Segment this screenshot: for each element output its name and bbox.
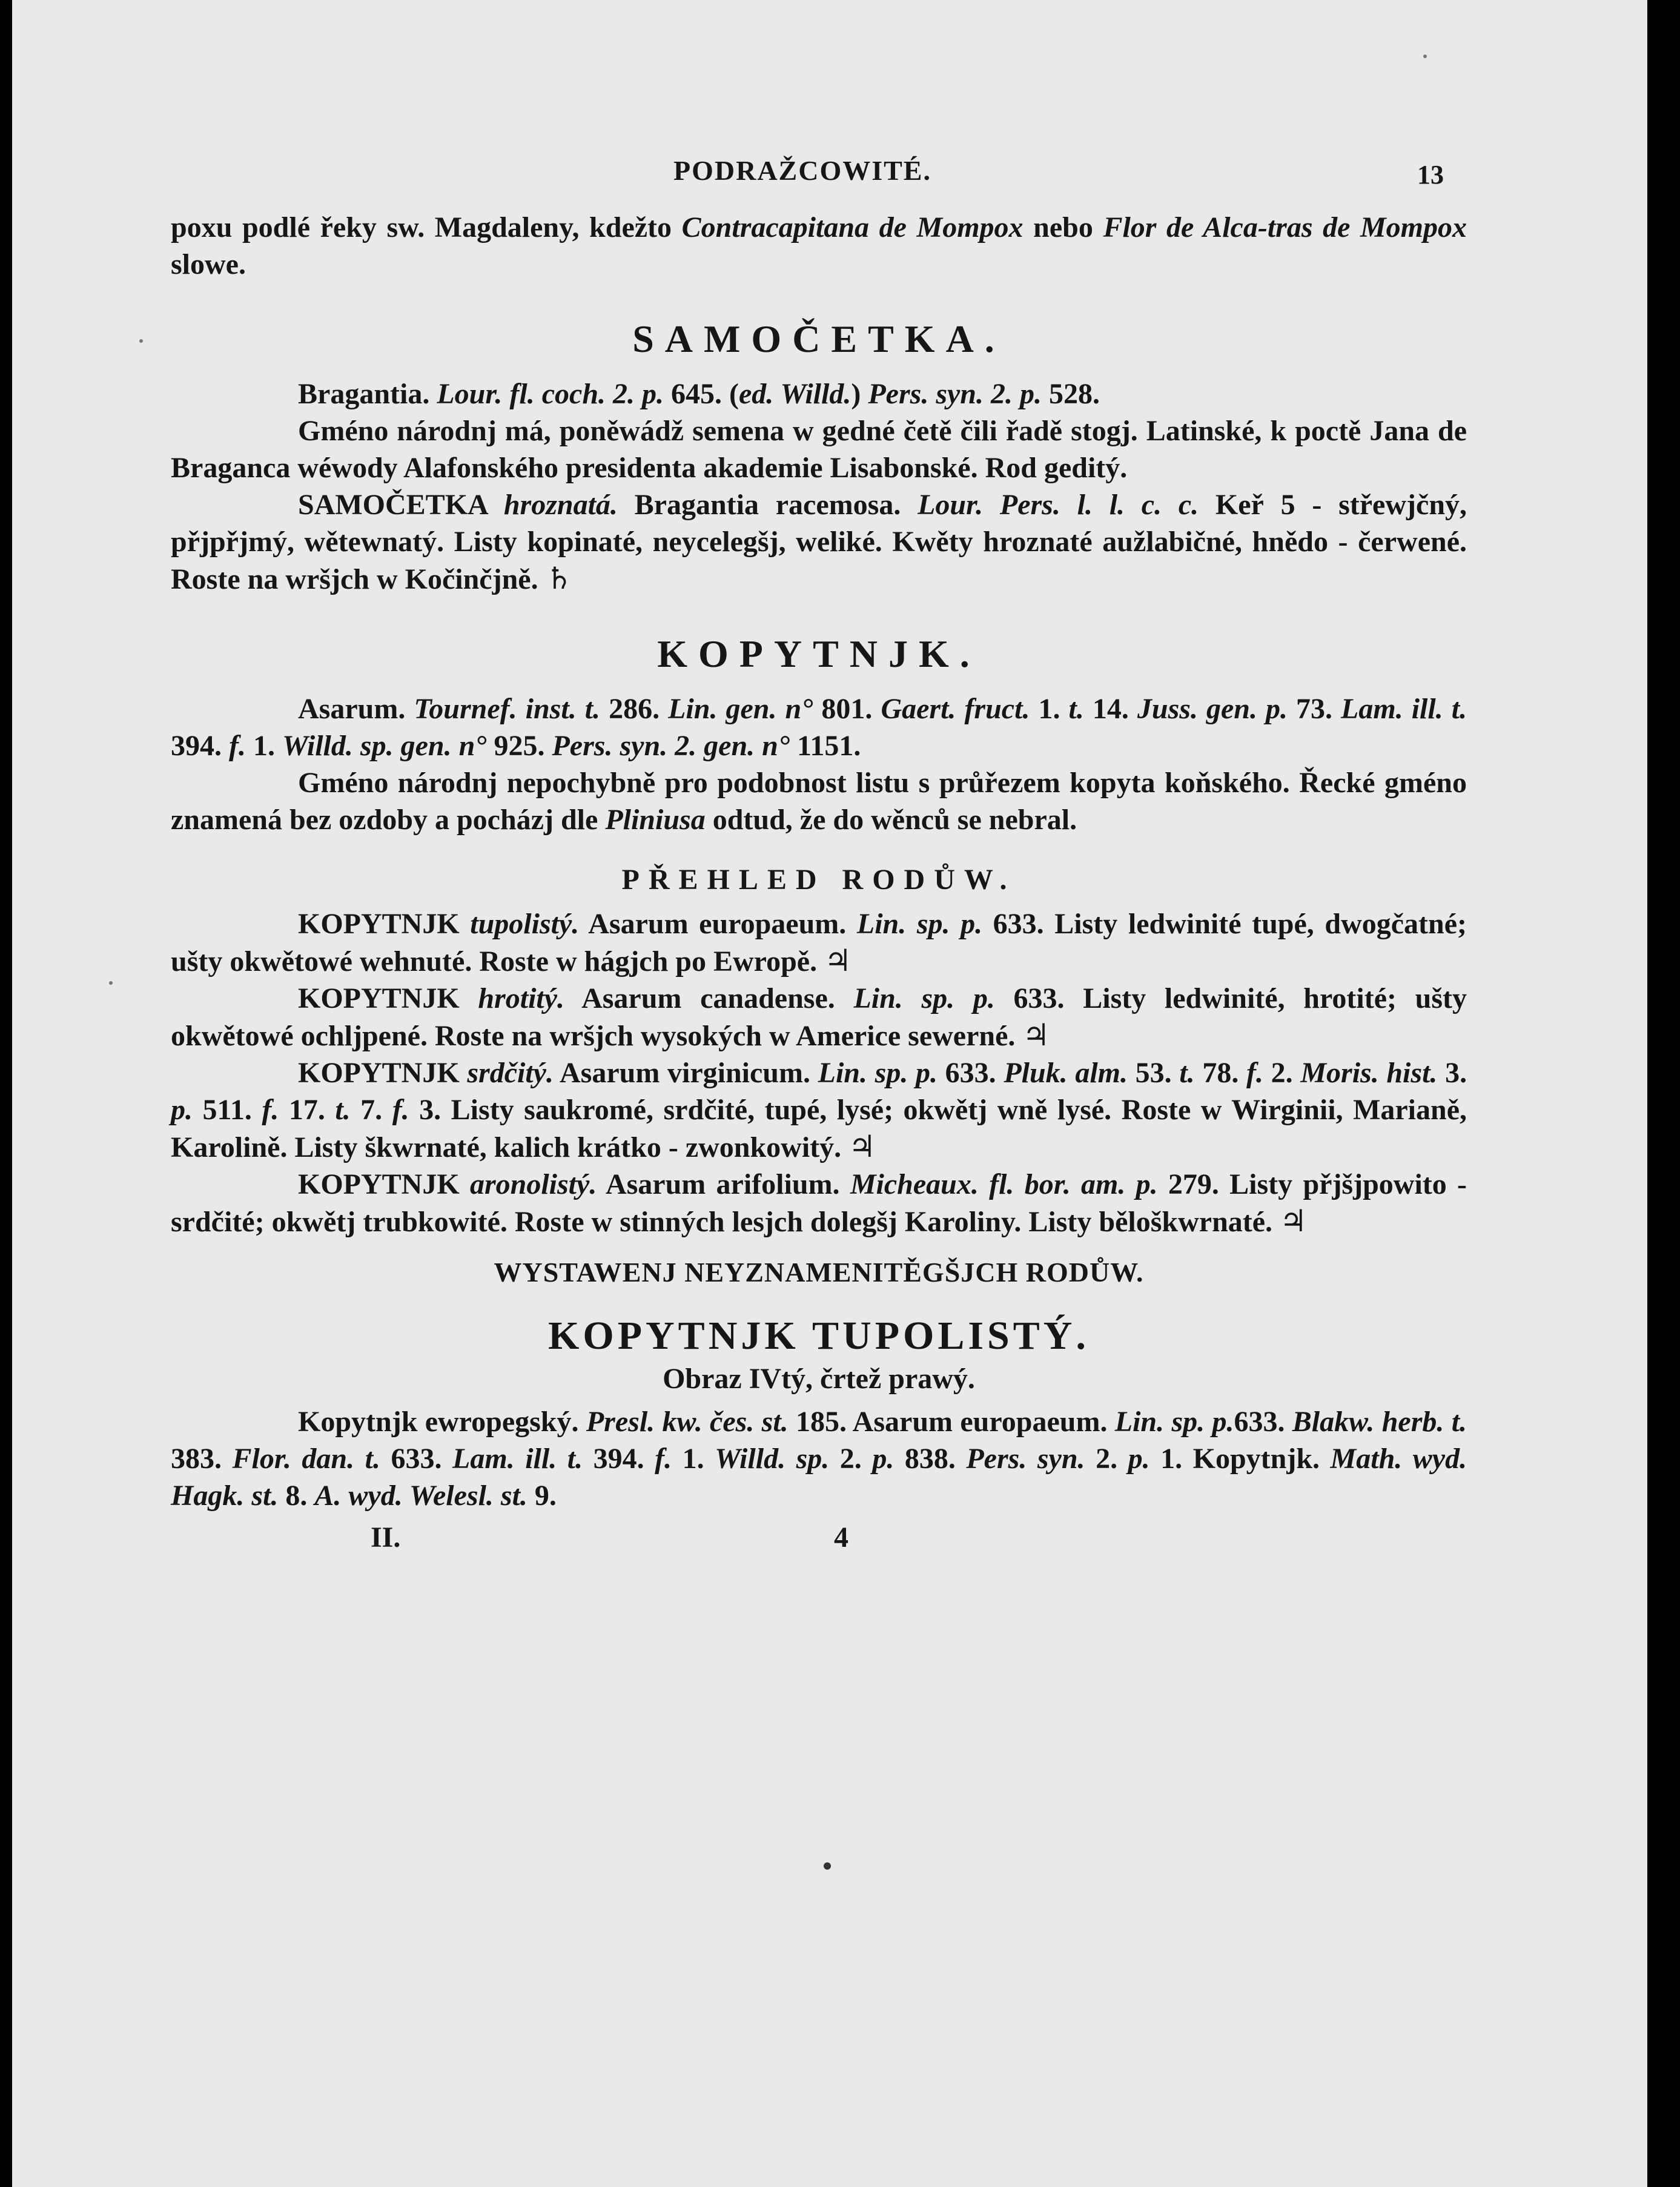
page-footer — [171, 1519, 1467, 1555]
intro-paragraph: poxu podlé řeky sw. Magdaleny, kdežto Contracapitana de Mompox nebo Flor de Alca-tras de Mompox slowe. — [171, 211, 1467, 280]
running-head: PODRAŽCOWITÉ. — [673, 155, 931, 186]
samocetka-reference: Bragantia. Lour. fl. coch. 2. p. 645. (ed. Willd.) Pers. syn. 2. p. 528. — [298, 378, 1100, 410]
sheet-number: 4 — [834, 1521, 848, 1553]
shrub-symbol-icon: ♄ — [545, 561, 573, 596]
section-heading-wystaweni: WYSTAWENJ NEYZNAMENITĚGŠJCH RODŮW. — [494, 1257, 1144, 1288]
page-header — [12, 154, 1647, 191]
kopytnjk-reference: Asarum. Tournef. inst. t. 286. Lin. gen. n° 801. Gaert. fruct. 1. t. 14. Juss. gen. p. 73. Lam. ill. t. 394. f. 1. Willd. sp. gen. n° 925. Pers. syn. 2. gen. n° 1151. — [171, 693, 1467, 762]
print-speck — [1423, 55, 1427, 58]
perennial-symbol-icon: ♃ — [824, 943, 852, 978]
book-page — [12, 0, 1647, 2187]
genus-heading-kopytnjk: KOPYTNJK. — [657, 632, 981, 675]
page-body — [171, 209, 1467, 1555]
species-entry: KOPYTNJK hrotitý. Asarum canadense. Lin. sp. p. 633. Listy ledwinité, hrotité; ušty okwětowé ochljpené. Roste na wršjch wysokých w Americe sewerné. ♃ — [171, 982, 1467, 1053]
section-heading-prehled: PŘEHLED RODŮW. — [621, 864, 1016, 896]
print-speck — [139, 339, 143, 343]
print-speck — [824, 1862, 831, 1870]
species-title: KOPYTNJK TUPOLISTÝ. — [548, 1314, 1090, 1358]
species-entry: KOPYTNJK aronolistý. Asarum arifolium. Micheaux. fl. bor. am. p. 279. Listy přjšjpowito - srdčité; okwětj trubkowité. Roste w stinných lesjch dolegšj Karoliny. Listy běloškwrnaté. ♃ — [171, 1168, 1467, 1239]
plate-caption: Obraz IVtý, črtež prawý. — [663, 1363, 975, 1395]
samocetka-etymology: Gméno národnj má, poněwádž semena w gedné četě čili řadě stogj. Latinské, k poctě Jana de Braganca wéwody Alafonského presidenta akademie Lisabonské. Rod geditý. — [171, 415, 1467, 484]
kopytnjk-etymology: Gméno národnj nepochybně pro podobnost listu s průřezem kopyta koňského. Řecké gméno znamená bez ozdoby a pocházj dle Pliniusa odtud, že do wěnců se nebral. — [171, 767, 1467, 836]
samocetka-species: SAMOČETKA hroznatá. Bragantia racemosa. Lour. Pers. l. l. c. c. Keř 5 - střewjčný, přjpřjmý, wětewnatý. Listy kopinaté, neycelegšj, weliké. Kwěty hroznaté aužlabičné, hnědo - čerwené. Roste na wršjch w Kočinčjně. ♄ — [171, 489, 1467, 596]
tupolisty-reference: Kopytnjk ewropegský. Presl. kw. čes. st. 185. Asarum europaeum. Lin. sp. p.633. Blakw. herb. t. 383. Flor. dan. t. 633. Lam. ill. t. 394. f. 1. Willd. sp. 2. p. 838. Pers. syn. 2. p. 1. Kopytnjk. Math. wyd. Hagk. st. 8. A. wyd. Welesl. st. 9. — [171, 1406, 1467, 1512]
print-speck — [109, 981, 113, 985]
perennial-symbol-icon: ♃ — [848, 1129, 876, 1164]
page-number: 13 — [1417, 160, 1444, 190]
species-entry: KOPYTNJK tupolistý. Asarum europaeum. Lin. sp. p. 633. Listy ledwinité tupé, dwogčatné; ušty okwětowé wehnuté. Roste w hágjch po Ewropě. ♃ — [171, 908, 1467, 978]
genus-heading-samocetka: SAMOČETKA. — [632, 317, 1005, 360]
signature-mark: II. — [371, 1521, 401, 1553]
perennial-symbol-icon: ♃ — [1022, 1017, 1050, 1053]
species-entry: KOPYTNJK srdčitý. Asarum virginicum. Lin. sp. p. 633. Pluk. alm. 53. t. 78. f. 2. Moris. hist. 3. p. 511. f. 17. t. 7. f. 3. Listy saukromé, srdčité, tupé, lysé; okwětj wně lysé. Roste w Wirginii, Marianě, Karolině. Listy škwrnaté, kalich krátko - zwonkowitý. ♃ — [171, 1057, 1467, 1164]
perennial-symbol-icon: ♃ — [1280, 1203, 1307, 1239]
